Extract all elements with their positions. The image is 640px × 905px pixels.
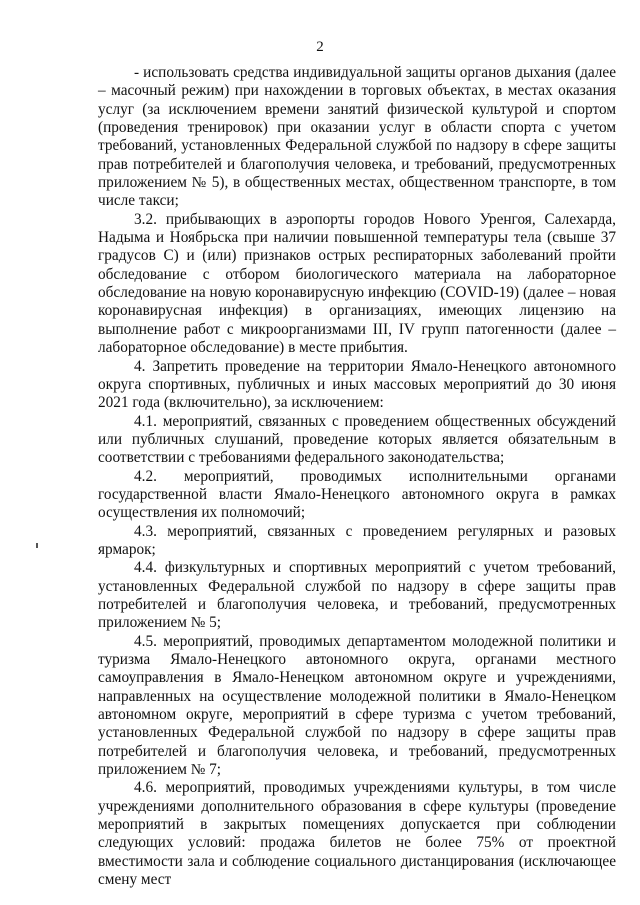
scan-mark (36, 543, 38, 548)
paragraph-4-1: 4.1. мероприятий, связанных с проведением общественных обсуждений или публичных слушаний, проведение которых является обязательным в соответствии с требованиями федерального законодательства; (98, 412, 616, 467)
paragraph-4-5: 4.5. мероприятий, проводимых департаментом молодежной политики и туризма Ямало-Ненецкого автономного округа, органами местного самоуправления в Ямало-Ненецком автономном округе и учреждениями, направленных на осуществление молодежной политики в Ямало-Ненецком автономном округе, мероприятий в сфере туризма с учетом требований, установленных Федеральной службой по надзору в сфере защиты прав потребителей и благополучия человека, и требований, предусмотренных приложением № 7; (98, 632, 616, 779)
paragraph-3-2: 3.2. прибывающих в аэропорты городов Нового Уренгоя, Салехарда, Надыма и Ноябрьска при наличии повышенной температуры тела (свыше 37 градусов С) и (или) признаков острых респираторных заболеваний пройти обследование с отбором биологического материала на лабораторное обследование на новую коронавирусную инфекцию (COVID-19) (далее – новая коронавирусная инфекция) в организациях, имеющих лицензию на выполнение работ с микроорганизмами III, IV групп патогенности (далее – лабораторное обследование) в месте прибытия. (98, 210, 616, 357)
document-body (98, 64, 616, 889)
paragraph-4-3: 4.3. мероприятий, связанных с проведением регулярных и разовых ярмарок; (98, 522, 616, 558)
paragraph-4-2: 4.2. мероприятий, проводимых исполнительными органами государственной власти Ямало-Ненецкого автономного округа в рамках осуществления их полномочий; (98, 467, 616, 522)
paragraph-4-4: 4.4. физкультурных и спортивных мероприятий с учетом требований, установленных Федеральной службой по надзору в сфере защиты прав потребителей и благополучия человека, и требований, предусмотренных приложением № 5; (98, 559, 616, 632)
paragraph-4-6: 4.6. мероприятий, проводимых учреждениями культуры, в том числе учреждениями дополнительного образования в сфере культуры (проведение мероприятий в закрытых помещениях допускается при соблюдении следующих условий: продажа билетов не более 75% от проектной вместимости зала и соблюдение социального дистанцирования (исключающее смену мест (98, 779, 616, 889)
paragraph-4: 4. Запретить проведение на территории Ямало-Ненецкого автономного округа спортивных, публичных и иных массовых мероприятий до 30 июня 2021 года (включительно), за исключением: (98, 357, 616, 412)
paragraph-mask-regime: - использовать средства индивидуальной защиты органов дыхания (далее – масочный режим) при нахождении в торговых объектах, в местах оказания услуг (за исключением времени занятий физической культурой и спортом (проведения тренировок) при оказании услуг в области спорта с учетом требований, установленных Федеральной службой по надзору в сфере защиты прав потребителей и благополучия человека, и требований, предусмотренных приложением № 5), в общественных местах, общественном транспорте, в том числе такси; (98, 64, 616, 210)
page-number: 2 (316, 39, 324, 55)
